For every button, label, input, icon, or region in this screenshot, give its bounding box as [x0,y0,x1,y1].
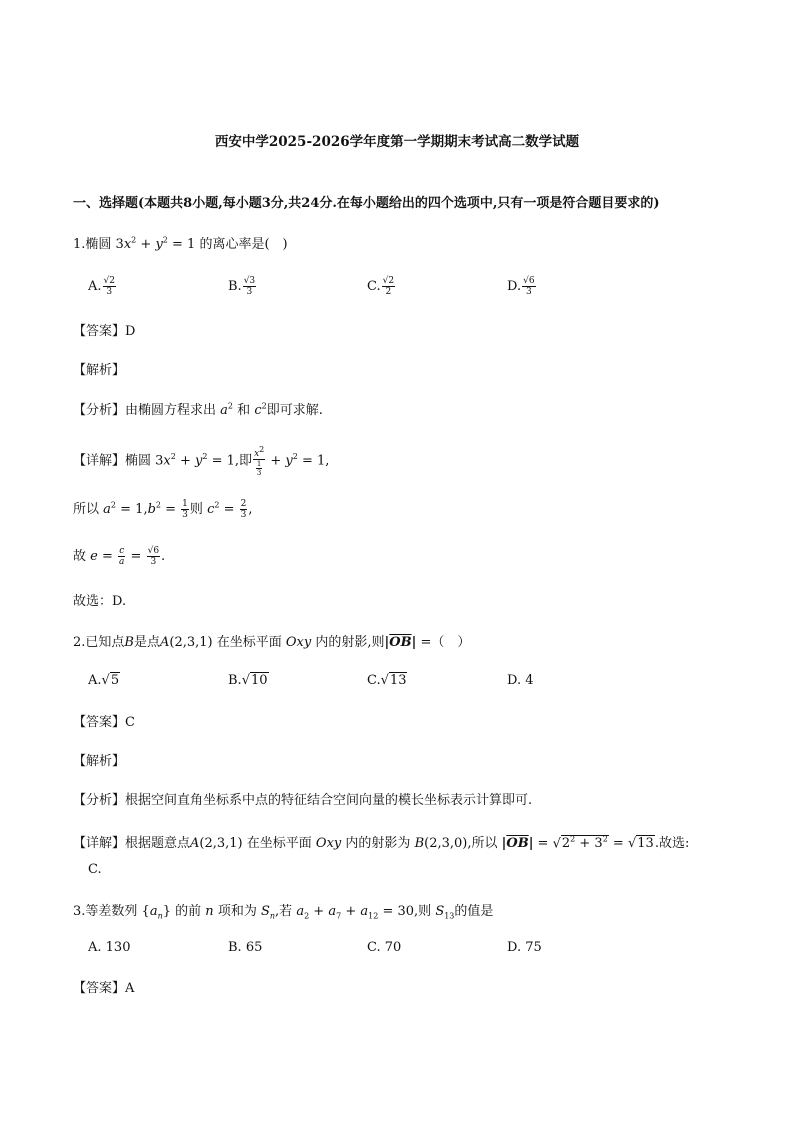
q1-jiexi: 【解析】 [73,363,126,378]
q2-detail-a: 【详解】根据题意点 [73,836,191,851]
q2-stem-a: 2.已知点 [73,635,125,650]
q1-line2-b: 则 [189,502,203,517]
q2-stem-e: =（ ） [420,635,471,650]
q2-detail-d: ,所以 [467,836,498,851]
page-title: 西安中学2025-2026学年度第一学期期末考试高二数学试题 [214,134,580,150]
q2-detail-b: 在坐标平面 [246,836,312,851]
q1-line2-a: 所以 [73,502,100,517]
q1-option-b[interactable] [228,276,257,297]
q2-detail-c: 内的射影为 [345,836,411,851]
q2-stem-d: 内的射影,则 [315,635,385,650]
q1-detail-frac: $\frac{x^2}{\frac{1}{3}}$ [254,445,265,477]
q2-option-c-value: √13 [380,673,407,688]
q2-jiexi: 【解析】 [73,754,126,769]
q2-option-b-label: B. [228,673,242,688]
q1-answer: 【答案】D [73,324,136,339]
q1-stem-suffix: 的离心率是( ) [199,237,288,252]
q2-option-a-label: A. [88,673,102,688]
q1-line3: 故 e = $\frac{c}{a}$ = $\frac{√6}{3}$ . [73,546,166,567]
q3-stem-e: ,则 [414,904,432,919]
q3-option-d[interactable]: D. 75 [507,940,542,955]
q1-option-c-label: C. [367,279,381,294]
q2-option-a[interactable] [88,673,120,688]
q1-option-d[interactable] [507,276,537,297]
q2-stem: 2.已知点B是点A(2,3,1) 在坐标平面 Oxy 内的射影,则$|\overline{OB}|$ =（ ） [73,635,471,650]
q2-detail-e: .故选: [654,836,690,851]
q3-stem-d: ,若 [275,904,293,919]
q2-detail-choice: C. [88,862,102,877]
q1-analysis-c: 即可求解. [266,403,323,418]
q2-stem-c: 在坐标平面 [216,635,282,650]
q1-stem-prefix: 1.椭圆 [73,237,112,252]
q3-stem-c: 项和为 [217,904,257,919]
q1-option-b-value: $\frac{√3}{3}$ [243,276,256,297]
q2-option-c[interactable] [367,673,407,688]
q2-stem-b: 是点 [133,635,160,650]
q1-detail: 【详解】椭圆 $3x^2 + y^2 = 1$,即 $\frac{x^2}{\frac{1}{3}}$ + $y^2 = 1$, [73,445,330,477]
q3-option-b[interactable]: B. 65 [228,940,263,955]
q1-equation: $3x^2 + y^2 = 1$ [115,235,196,252]
q3-stem: 3.等差数列 $\{a_n\}$ 的前 n 项和为 $S_n$,若 $a_2 + a_7 + a_{12} = 30$,则 $S_{13}$的值是 [73,904,494,921]
q2-analysis: 【分析】根据空间直角坐标系中点的特征结合空间向量的模长坐标表示计算即可. [73,793,533,808]
q3-option-c[interactable]: C. 70 [367,940,402,955]
q3-answer: 【答案】A [73,981,135,996]
q3-stem-a: 3.等差数列 [73,904,138,919]
q2-answer: 【答案】C [73,715,135,730]
q1-analysis-a: 【分析】由椭圆方程求出 [73,403,217,418]
q1-detail-b: ,即 [234,453,253,469]
q1-option-d-label: D. [507,279,522,294]
q2-option-a-value: √5 [101,673,120,688]
q2-option-b-value: √10 [241,673,268,688]
q3-stem-f: 的值是 [454,904,494,919]
q1-option-b-label: B. [228,279,242,294]
q1-detail-a: 【详解】椭圆 [73,453,152,469]
q1-line3-a: 故 [73,549,87,564]
q1-option-a-value: $\frac{√2}{3}$ [103,276,115,297]
q1-option-d-value: $\frac{√6}{3}$ [523,276,535,297]
q3-stem-b: 的前 [175,904,202,919]
q1-option-c[interactable] [367,276,396,297]
q1-analysis-b: 和 [237,403,251,418]
section-heading: 一、选择题(本题共8小题,每小题3分,共24分.在每小题给出的四个选项中,只有一项是符合题目要求的) [73,196,660,211]
q2-option-c-label: C. [367,673,381,688]
q1-stem [73,233,288,252]
q2-option-b[interactable] [228,673,269,688]
q1-choose: 故选：D. [73,594,127,609]
q1-analysis: 【分析】由椭圆方程求出 $a^2$ 和 $c^2$即可求解. [73,401,323,418]
q2-detail: 【详解】根据题意点A(2,3,1) 在坐标平面 Oxy 内的射影为 B(2,3,0),所以 $|\overline{OB}| = √2^2 + 3^2 = √13$.故选: [73,834,690,851]
q1-option-a-label: A. [88,279,102,294]
q2-option-d[interactable]: D. 4 [507,673,534,688]
q1-line2: 所以 $a^2 = 1,b^2$ = $\frac{1}{3}$ 则 $c^2$ = $\frac{2}{3}$ , [73,499,253,520]
q3-option-a[interactable]: A. 130 [88,940,131,955]
q1-option-a[interactable] [88,276,117,297]
q1-option-c-value: $\frac{√2}{2}$ [382,276,395,297]
